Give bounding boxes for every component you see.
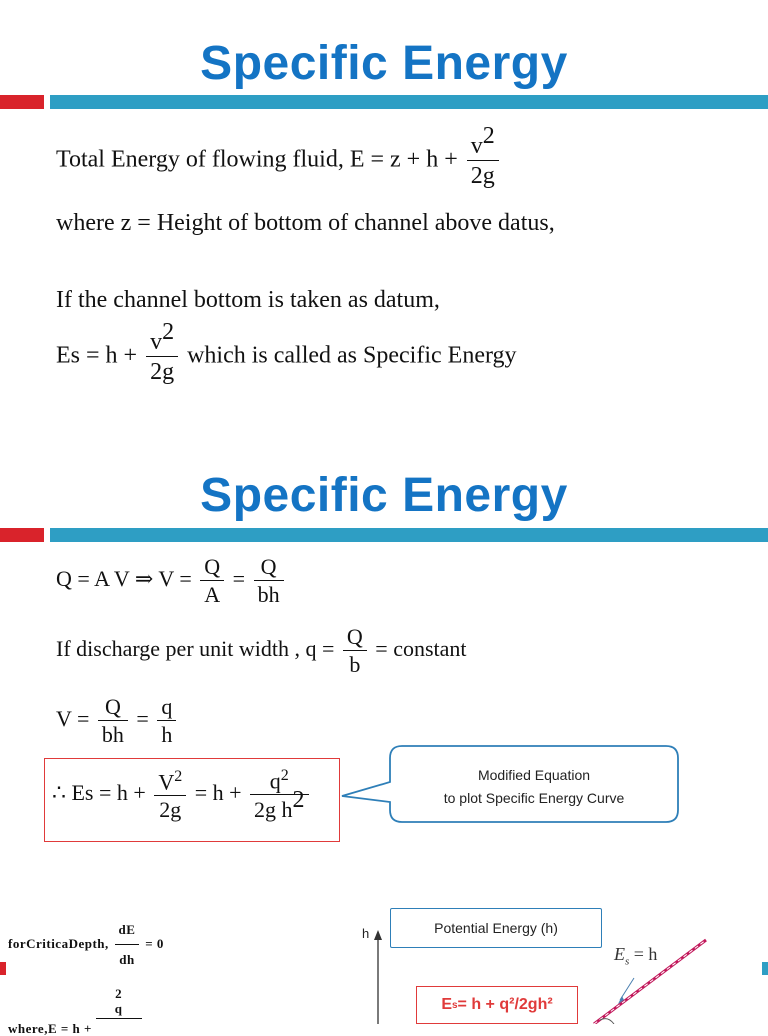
es-box-formula: = h + q²/2gh² bbox=[457, 996, 553, 1013]
es-rhs: which is called as Specific Energy bbox=[187, 342, 517, 369]
modified-specific-energy-equation bbox=[52, 768, 312, 822]
slide2-title: Specific Energy bbox=[200, 469, 568, 522]
frac-sup: 2 bbox=[280, 767, 289, 784]
velocity-head-fraction bbox=[467, 123, 499, 189]
title-underline-blue bbox=[50, 528, 768, 542]
specific-energy-equation bbox=[56, 319, 517, 385]
frac-den: b bbox=[349, 652, 361, 677]
equals-sign: = bbox=[232, 566, 246, 592]
es-lhs: Es = h + bbox=[56, 342, 138, 369]
where-frac bbox=[96, 986, 142, 1019]
eq4-frac1 bbox=[154, 769, 186, 821]
eq2-lhs: If discharge per unit width , q = bbox=[56, 636, 335, 662]
frac-num: Q bbox=[343, 626, 367, 651]
es-box-prefix: E bbox=[441, 996, 452, 1013]
eq3-lhs: V = bbox=[56, 706, 90, 732]
frac-num: q bbox=[269, 768, 281, 794]
datum-text: If the channel bottom is taken as datum, bbox=[56, 287, 440, 313]
es-label-main: E bbox=[614, 944, 625, 964]
callout-line-2: to plot Specific Energy Curve bbox=[443, 790, 625, 806]
frac-den: A bbox=[204, 582, 221, 607]
frac-sup: 2 bbox=[482, 123, 495, 149]
callout-line-1: Modified Equation bbox=[477, 767, 591, 783]
frac-den: h bbox=[161, 722, 173, 747]
where-energy-expression bbox=[8, 980, 142, 1036]
frac-den-sup: 2 bbox=[292, 787, 305, 814]
title-underline-red bbox=[0, 95, 44, 109]
critical-frac bbox=[115, 922, 140, 968]
critical-depth-condition bbox=[8, 922, 164, 968]
frac-den: 2g bbox=[159, 797, 182, 823]
h-axis-label: h bbox=[362, 926, 370, 941]
es-box-sub: s bbox=[451, 999, 458, 1011]
critical-lhs: forCriticaDepth, bbox=[8, 935, 109, 951]
frac-den: dh bbox=[119, 952, 135, 967]
frac-num: v bbox=[150, 329, 163, 355]
where-num: q bbox=[114, 1001, 123, 1016]
es-label-rhs: = h bbox=[629, 944, 658, 964]
title-underline-blue bbox=[50, 95, 768, 109]
eq4-mid: = h + bbox=[194, 780, 242, 806]
callout-text bbox=[392, 764, 676, 810]
critical-rhs: = 0 bbox=[145, 935, 164, 951]
frac-den: 2g h bbox=[254, 797, 293, 823]
slide1-title: Specific Energy bbox=[200, 37, 568, 90]
slide3-marker-red bbox=[0, 962, 6, 975]
frac-num: v bbox=[470, 133, 483, 159]
es-formula-box bbox=[416, 986, 578, 1024]
frac-num: V bbox=[158, 769, 175, 795]
velocity-equation bbox=[56, 696, 179, 746]
es-fraction bbox=[146, 319, 178, 385]
potential-energy-box: Potential Energy (h) bbox=[390, 908, 602, 948]
eq3-frac1 bbox=[98, 696, 128, 746]
where-z-text: where z = Height of bottom of channel above datus, bbox=[56, 210, 555, 236]
es-label-sub: s bbox=[625, 955, 630, 968]
frac-den: bh bbox=[257, 582, 280, 607]
frac-num: Q bbox=[254, 556, 284, 581]
discharge-per-width-equation bbox=[56, 626, 467, 676]
frac-num: Q bbox=[98, 696, 128, 721]
frac-num: dE bbox=[115, 922, 140, 945]
frac-den: bh bbox=[101, 722, 124, 747]
eq1-frac1 bbox=[200, 556, 224, 606]
total-energy-text: Total Energy of flowing fluid, E = z + h + bbox=[56, 146, 458, 173]
frac-num: Q bbox=[200, 556, 224, 581]
eq1-frac2 bbox=[254, 556, 284, 606]
where-sup: 2 bbox=[115, 986, 123, 1001]
continuity-equation bbox=[56, 556, 287, 606]
eq3-frac2 bbox=[157, 696, 176, 746]
where-lhs: where,E = h + bbox=[8, 1021, 92, 1036]
frac-sup: 2 bbox=[174, 768, 183, 785]
frac-den: 2g bbox=[150, 359, 175, 385]
es-equals-h-label bbox=[614, 944, 657, 968]
eq4-frac2 bbox=[250, 768, 309, 822]
equals-sign: = bbox=[136, 706, 149, 732]
frac-num: q bbox=[157, 696, 176, 721]
eq4-lhs: ∴ Es = h + bbox=[52, 780, 146, 806]
frac-den: 2g bbox=[470, 163, 495, 189]
eq1-lhs: Q = A V ⇒ V = bbox=[56, 566, 192, 592]
frac-sup: 2 bbox=[162, 319, 175, 345]
eq2-rhs: = constant bbox=[375, 636, 467, 662]
title-underline-red bbox=[0, 528, 44, 542]
eq2-frac bbox=[343, 626, 367, 676]
total-energy-equation bbox=[56, 123, 502, 189]
